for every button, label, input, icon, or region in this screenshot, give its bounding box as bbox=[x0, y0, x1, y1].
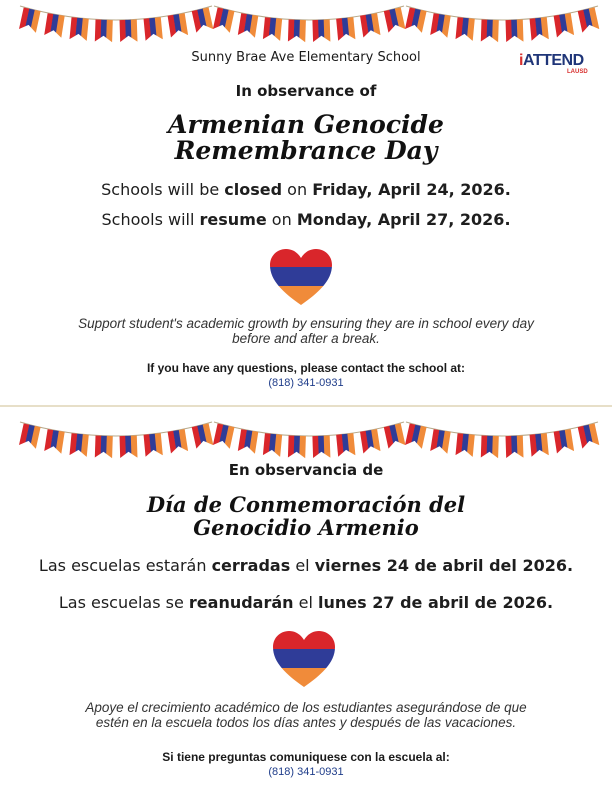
bunting-flag bbox=[336, 17, 355, 42]
bunting-flag bbox=[455, 433, 474, 458]
bunting-flag bbox=[384, 7, 406, 34]
bunting-flag bbox=[506, 20, 524, 45]
bunting-group bbox=[19, 422, 600, 460]
bunting-flag bbox=[430, 13, 451, 39]
bunting-flag bbox=[578, 7, 600, 34]
event-title bbox=[0, 112, 612, 164]
bunting-flag bbox=[481, 436, 499, 461]
bunting-flag bbox=[554, 13, 575, 39]
resume-middle: on bbox=[266, 210, 297, 229]
bunting-flag bbox=[336, 433, 355, 458]
bunting-flag bbox=[192, 7, 214, 34]
reanudaran-date: lunes 27 de abril de 2026. bbox=[318, 593, 554, 612]
bunting-flag bbox=[288, 20, 306, 45]
cerradas-middle: el bbox=[290, 556, 315, 575]
resume-date: Monday, April 27, 2026. bbox=[296, 210, 511, 229]
bunting-flag bbox=[212, 423, 234, 450]
bunting-flag bbox=[238, 13, 259, 39]
closed-middle: on bbox=[282, 180, 313, 199]
bunting-flag bbox=[144, 17, 163, 42]
bunting-flag bbox=[530, 433, 549, 458]
logo-prefix: i bbox=[519, 52, 523, 69]
bunting-flag bbox=[44, 13, 65, 39]
school-name: Sunny Brae Ave Elementary School bbox=[191, 50, 421, 65]
bunting-flag bbox=[263, 17, 282, 42]
resume-prefix: Schools will bbox=[101, 210, 200, 229]
bunting-flag bbox=[481, 20, 499, 45]
bunting-flag bbox=[144, 433, 163, 458]
bunting-flag bbox=[405, 423, 427, 450]
evento-title-line1: Día de Conmemoración del bbox=[146, 492, 466, 517]
reanudaran-middle: el bbox=[293, 593, 319, 612]
closed-emphasis: closed bbox=[224, 180, 283, 199]
observancia-heading: En observancia de bbox=[228, 461, 384, 479]
bunting-flag bbox=[19, 423, 41, 450]
bunting-flag bbox=[506, 436, 524, 461]
evento-title bbox=[0, 493, 612, 539]
bunting-flag bbox=[530, 17, 549, 42]
bunting-flag bbox=[360, 13, 381, 39]
bunting-flag bbox=[288, 436, 306, 461]
bunting-flag bbox=[238, 429, 259, 455]
bunting-flag bbox=[168, 13, 189, 39]
bunting-flag bbox=[69, 433, 88, 458]
apoyo-line2: estén en la escuela todos los días antes y después de las vacaciones. bbox=[95, 715, 517, 730]
logo-sub-text: LAUSD bbox=[567, 69, 588, 75]
cerradas-emphasis: cerradas bbox=[211, 556, 291, 575]
top-bunting-banner bbox=[0, 0, 612, 48]
bunting-flag bbox=[430, 429, 451, 455]
cerradas-notice bbox=[0, 556, 612, 575]
cerradas-date: viernes 24 de abril del 2026. bbox=[314, 556, 574, 575]
bunting-flag bbox=[554, 429, 575, 455]
resume-emphasis: resume bbox=[199, 210, 267, 229]
resume-notice bbox=[0, 210, 612, 229]
bunting-flag bbox=[405, 7, 427, 34]
reanudaran-emphasis: reanudarán bbox=[188, 593, 294, 612]
bunting-flag bbox=[312, 436, 330, 461]
bunting-flag bbox=[95, 436, 113, 461]
bunting-flag bbox=[19, 7, 41, 34]
contact-prompt: If you have any questions, please contact the school at: bbox=[146, 361, 466, 375]
bunting-flag bbox=[120, 20, 138, 45]
section-divider bbox=[0, 405, 612, 407]
bunting-flag bbox=[455, 17, 474, 42]
closed-notice bbox=[0, 180, 612, 199]
event-title-line2: Remembrance Day bbox=[174, 136, 438, 165]
closed-prefix: Schools will be bbox=[101, 180, 225, 199]
bunting-flag bbox=[263, 433, 282, 458]
armenian-flag-heart-icon bbox=[268, 247, 334, 307]
apoyo-line1: Apoye el crecimiento académico de los estudiantes asegurándose de que bbox=[85, 700, 527, 715]
bunting-flag bbox=[168, 429, 189, 455]
event-title-line1: Armenian Genocide bbox=[168, 110, 444, 139]
bunting-flag bbox=[192, 423, 214, 450]
bunting-flag bbox=[44, 429, 65, 455]
armenian-flag-heart-icon bbox=[271, 629, 337, 689]
bunting-flag bbox=[312, 20, 330, 45]
apoyo-message bbox=[0, 700, 612, 730]
bunting-flag bbox=[95, 20, 113, 45]
support-message bbox=[0, 316, 612, 346]
bunting-flag bbox=[384, 423, 406, 450]
bunting-flag bbox=[212, 7, 234, 34]
bunting-flag bbox=[360, 429, 381, 455]
spanish-flyer bbox=[0, 408, 612, 792]
logo-main-text: ATTEND bbox=[522, 52, 584, 69]
bunting-group bbox=[19, 6, 600, 44]
contacto-prompt: Si tiene preguntas comuniquese con la escuela al: bbox=[162, 750, 450, 764]
bunting-flag bbox=[120, 436, 138, 461]
reanudaran-prefix: Las escuelas se bbox=[58, 593, 189, 612]
closed-date: Friday, April 24, 2026. bbox=[312, 180, 511, 199]
cerradas-prefix: Las escuelas estarán bbox=[38, 556, 212, 575]
support-line1: Support student's academic growth by ensuring they are in school every day bbox=[78, 316, 534, 331]
bunting-flag bbox=[69, 17, 88, 42]
evento-title-line2: Genocidio Armenio bbox=[193, 515, 419, 540]
bottom-bunting-banner bbox=[0, 416, 612, 464]
support-line2: before and after a break. bbox=[232, 331, 380, 346]
escuela-phone-link[interactable]: (818) 341-0931 bbox=[268, 766, 344, 778]
school-phone-link[interactable]: (818) 341-0931 bbox=[268, 377, 344, 389]
bunting-flag bbox=[578, 423, 600, 450]
observance-heading: In observance of bbox=[235, 82, 377, 100]
reanudaran-notice bbox=[0, 593, 612, 612]
